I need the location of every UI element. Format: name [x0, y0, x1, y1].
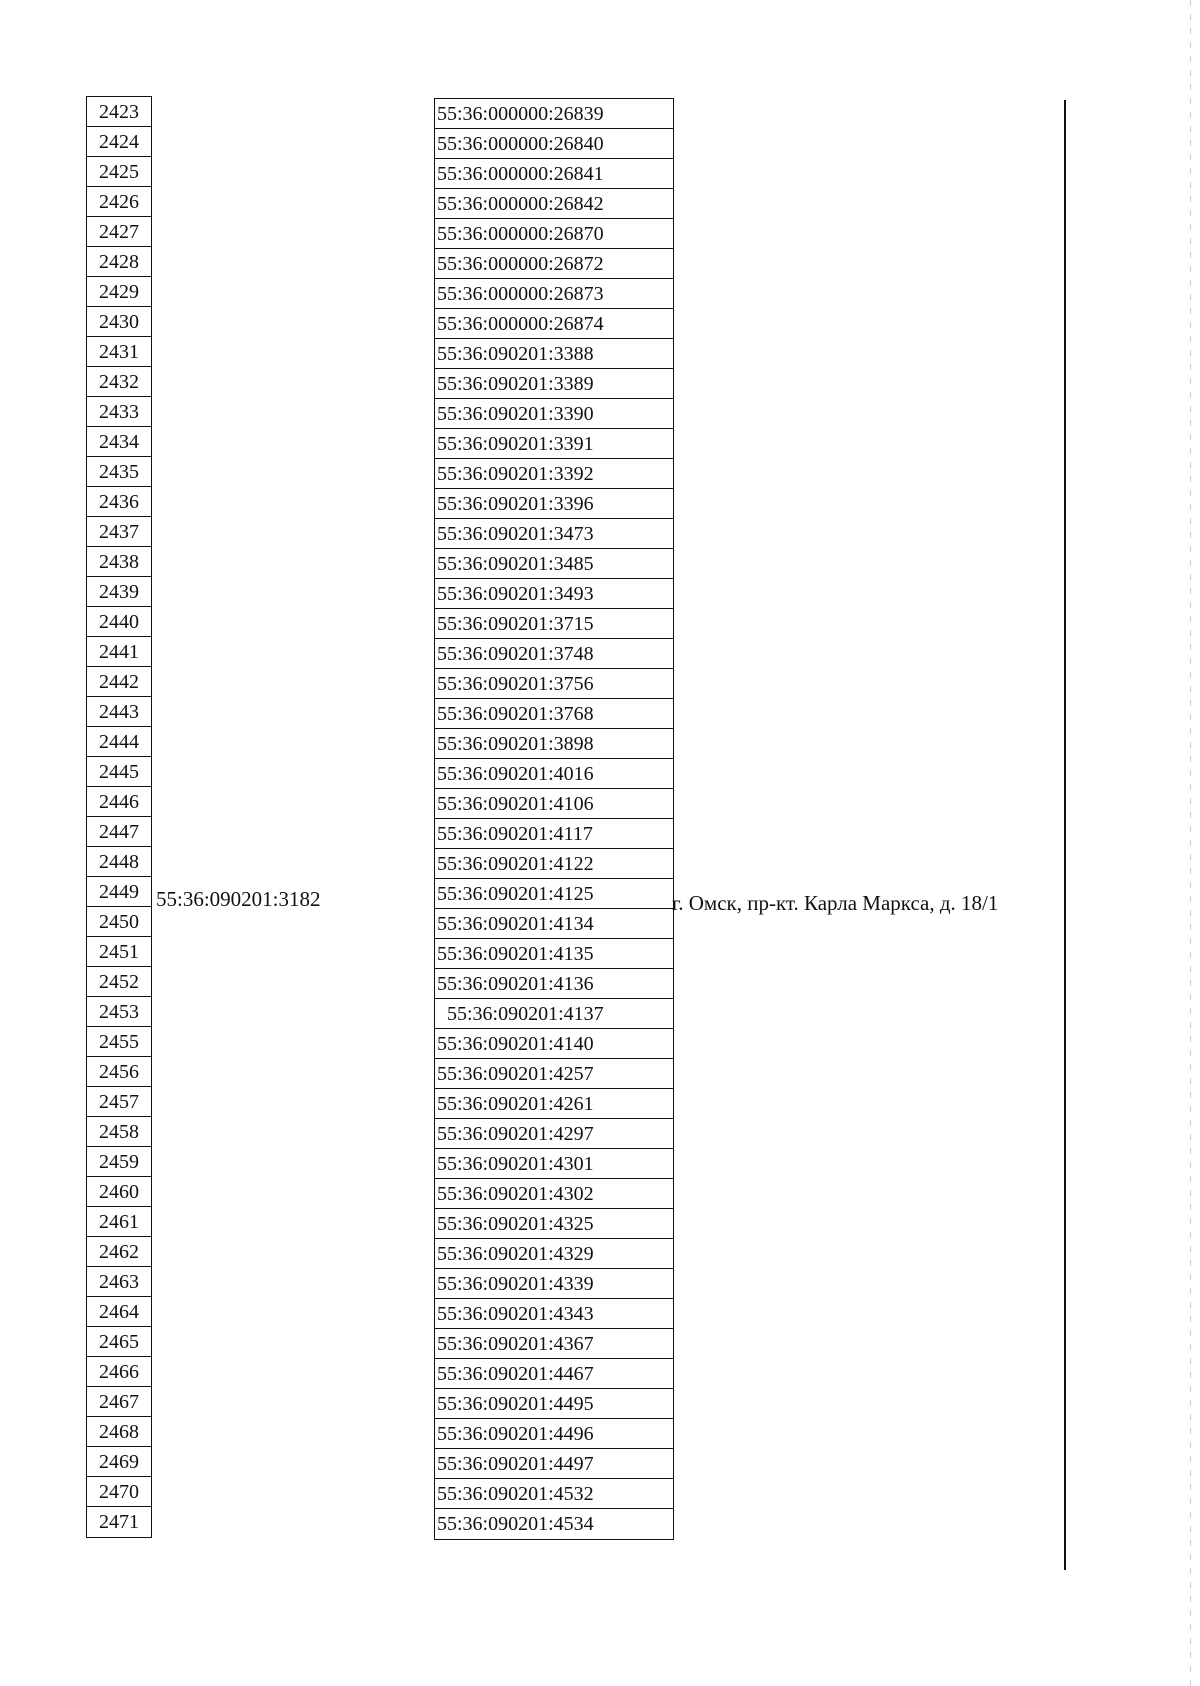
row-number-cell: 2423 [87, 96, 151, 126]
cadastral-number-cell: 55:36:090201:3898 [435, 728, 673, 758]
cadastral-number-cell: 55:36:090201:4257 [435, 1058, 673, 1088]
cadastral-number-cell: 55:36:000000:26870 [435, 218, 673, 248]
cadastral-number-cell: 55:36:000000:26873 [435, 278, 673, 308]
row-number-cell: 2439 [87, 576, 151, 606]
cadastral-number-cell: 55:36:090201:3392 [435, 458, 673, 488]
row-number-cell: 2457 [87, 1086, 151, 1116]
cadastral-number-cell: 55:36:090201:4496 [435, 1418, 673, 1448]
cadastral-number-cell: 55:36:090201:4122 [435, 848, 673, 878]
cadastral-number-cell: 55:36:090201:4134 [435, 908, 673, 938]
cadastral-number-cell: 55:36:000000:26842 [435, 188, 673, 218]
row-number-cell: 2443 [87, 696, 151, 726]
cadastral-number-cell: 55:36:090201:3748 [435, 638, 673, 668]
object-address: г. Омск, пр-кт. Карла Маркса, д. 18/1 [672, 891, 999, 915]
row-number-cell: 2424 [87, 126, 151, 156]
row-number-cell: 2458 [87, 1116, 151, 1146]
cadastral-number-cell: 55:36:090201:4532 [435, 1478, 673, 1508]
cadastral-number-cell: 55:36:090201:4367 [435, 1328, 673, 1358]
row-number-cell: 2425 [87, 156, 151, 186]
row-number-cell: 2452 [87, 966, 151, 996]
row-number-cell: 2444 [87, 726, 151, 756]
cadastral-number-cell: 55:36:090201:3485 [435, 548, 673, 578]
row-number-column [86, 96, 152, 1538]
row-number-cell: 2470 [87, 1476, 151, 1506]
cadastral-number-cell: 55:36:090201:4135 [435, 938, 673, 968]
cadastral-number-cell: 55:36:090201:3396 [435, 488, 673, 518]
row-number-cell: 2464 [87, 1296, 151, 1326]
row-number-cell: 2445 [87, 756, 151, 786]
cadastral-number-cell: 55:36:090201:3391 [435, 428, 673, 458]
row-number-cell: 2435 [87, 456, 151, 486]
row-number-cell: 2466 [87, 1356, 151, 1386]
row-number-cell: 2459 [87, 1146, 151, 1176]
row-number-cell: 2428 [87, 246, 151, 276]
cadastral-number-cell: 55:36:090201:4343 [435, 1298, 673, 1328]
row-number-cell: 2471 [87, 1506, 151, 1538]
row-number-cell: 2448 [87, 846, 151, 876]
cadastral-number-cell: 55:36:090201:4497 [435, 1448, 673, 1478]
row-number-cell: 2433 [87, 396, 151, 426]
row-number-cell: 2442 [87, 666, 151, 696]
cadastral-number-cell: 55:36:090201:4140 [435, 1028, 673, 1058]
cadastral-number-cell: 55:36:090201:3756 [435, 668, 673, 698]
cadastral-number-cell: 55:36:090201:4329 [435, 1238, 673, 1268]
cadastral-number-cell: 55:36:090201:4125 [435, 878, 673, 908]
cadastral-number-cell: 55:36:090201:3389 [435, 368, 673, 398]
cadastral-number-cell: 55:36:090201:4339 [435, 1268, 673, 1298]
cadastral-number-cell: 55:36:090201:4297 [435, 1118, 673, 1148]
row-number-cell: 2446 [87, 786, 151, 816]
row-number-cell: 2426 [87, 186, 151, 216]
row-number-cell: 2460 [87, 1176, 151, 1206]
row-number-cell: 2449 [87, 876, 151, 906]
cadastral-number-cell: 55:36:090201:3388 [435, 338, 673, 368]
building-cadastral-number-column [434, 98, 674, 1540]
cadastral-number-cell: 55:36:090201:4534 [435, 1508, 673, 1540]
cadastral-number-cell: 55:36:090201:3390 [435, 398, 673, 428]
row-number-cell: 2463 [87, 1266, 151, 1296]
cadastral-number-cell: 55:36:090201:3768 [435, 698, 673, 728]
row-number-cell: 2465 [87, 1326, 151, 1356]
cadastral-number-cell: 55:36:090201:4117 [435, 818, 673, 848]
cadastral-number-cell: 55:36:000000:26839 [435, 98, 673, 128]
row-number-cell: 2440 [87, 606, 151, 636]
row-number-cell: 2469 [87, 1446, 151, 1476]
table-right-border [1064, 100, 1066, 1570]
cadastral-number-cell: 55:36:090201:4136 [435, 968, 673, 998]
cadastral-number-cell: 55:36:000000:26841 [435, 158, 673, 188]
row-number-cell: 2432 [87, 366, 151, 396]
row-number-cell: 2434 [87, 426, 151, 456]
cadastral-number-cell: 55:36:090201:4137 [435, 998, 673, 1028]
row-number-cell: 2468 [87, 1416, 151, 1446]
row-number-cell: 2430 [87, 306, 151, 336]
scan-edge [1190, 0, 1191, 1686]
row-number-cell: 2438 [87, 546, 151, 576]
cadastral-number-cell: 55:36:090201:3473 [435, 518, 673, 548]
row-number-cell: 2455 [87, 1026, 151, 1056]
cadastral-number-cell: 55:36:090201:4301 [435, 1148, 673, 1178]
row-number-cell: 2447 [87, 816, 151, 846]
row-number-cell: 2441 [87, 636, 151, 666]
row-number-cell: 2456 [87, 1056, 151, 1086]
row-number-cell: 2431 [87, 336, 151, 366]
cadastral-number-cell: 55:36:090201:4106 [435, 788, 673, 818]
row-number-cell: 2451 [87, 936, 151, 966]
land-parcel-cadastral-number: 55:36:090201:3182 [156, 887, 321, 911]
row-number-cell: 2462 [87, 1236, 151, 1266]
row-number-cell: 2450 [87, 906, 151, 936]
row-number-cell: 2437 [87, 516, 151, 546]
row-number-cell: 2429 [87, 276, 151, 306]
row-number-cell: 2436 [87, 486, 151, 516]
cadastral-number-cell: 55:36:090201:3493 [435, 578, 673, 608]
row-number-cell: 2461 [87, 1206, 151, 1236]
cadastral-number-cell: 55:36:090201:4325 [435, 1208, 673, 1238]
cadastral-number-cell: 55:36:090201:4495 [435, 1388, 673, 1418]
row-number-cell: 2453 [87, 996, 151, 1026]
cadastral-number-cell: 55:36:090201:4302 [435, 1178, 673, 1208]
cadastral-number-cell: 55:36:090201:3715 [435, 608, 673, 638]
cadastral-number-cell: 55:36:000000:26874 [435, 308, 673, 338]
cadastral-number-cell: 55:36:090201:4467 [435, 1358, 673, 1388]
cadastral-number-cell: 55:36:000000:26872 [435, 248, 673, 278]
row-number-cell: 2467 [87, 1386, 151, 1416]
cadastral-number-cell: 55:36:090201:4016 [435, 758, 673, 788]
row-number-cell: 2427 [87, 216, 151, 246]
cadastral-number-cell: 55:36:090201:4261 [435, 1088, 673, 1118]
cadastral-number-cell: 55:36:000000:26840 [435, 128, 673, 158]
